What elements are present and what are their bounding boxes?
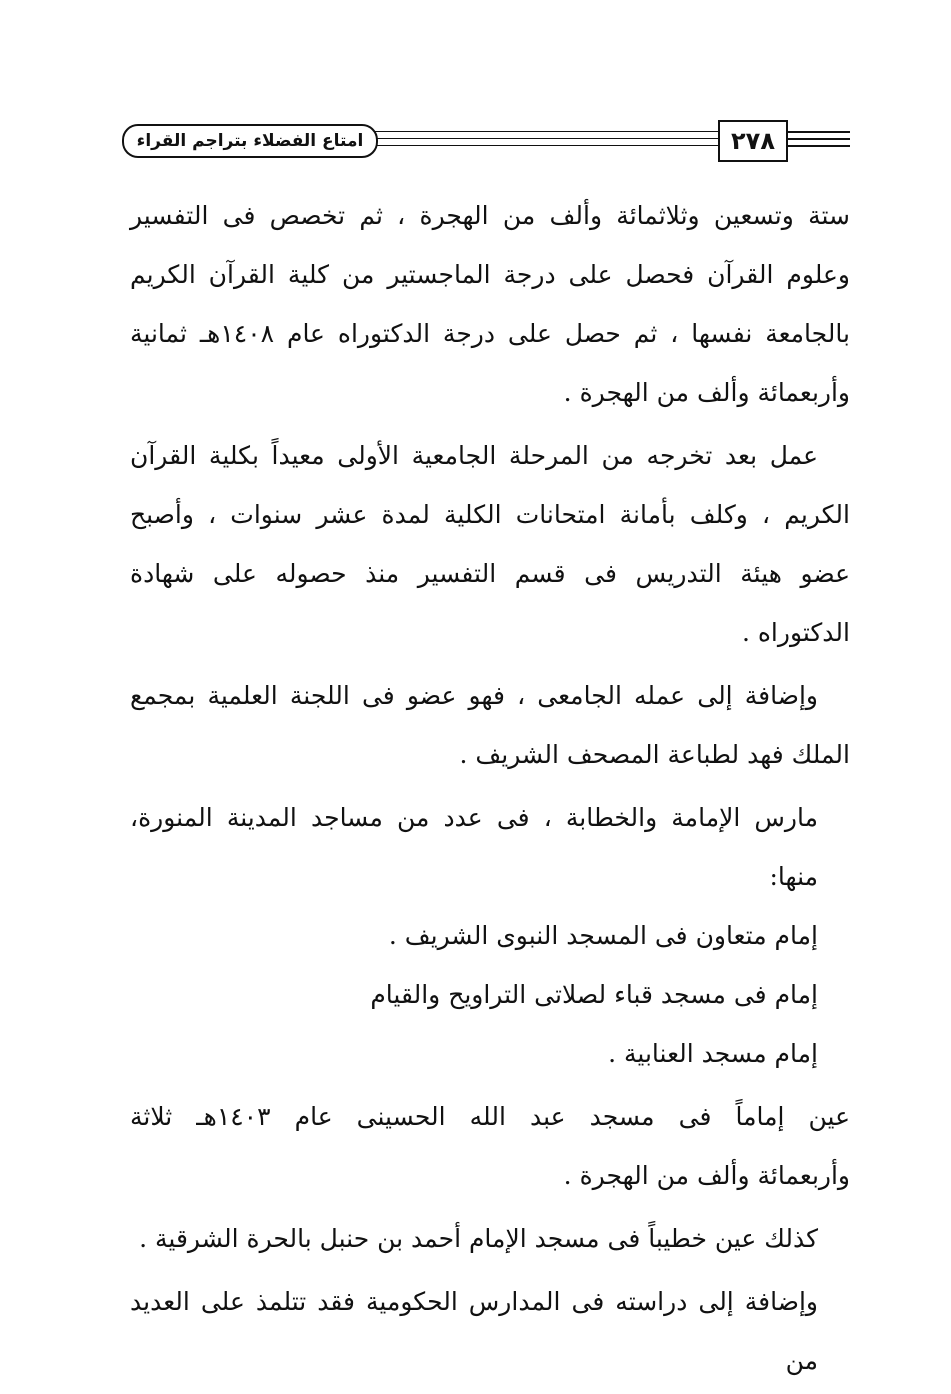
- page-body: [130, 186, 850, 1394]
- text-line: الدكتوراه .: [741, 618, 850, 647]
- header-rule: [367, 138, 740, 139]
- paragraph: [130, 426, 850, 662]
- paragraph: [130, 788, 850, 1083]
- header-rule: [367, 145, 740, 146]
- text-line: وأربعمائة وألف من الهجرة .: [563, 378, 850, 407]
- text-line: كذلك عين خطيباً فى مسجد الإمام أحمد بن حنبل بالحرة الشرقية .: [139, 1224, 818, 1253]
- text-line: بالجامعة نفسها ، ثم حصل على درجة الدكتوراه عام ١٤٠٨هـ ثمانية: [130, 319, 850, 348]
- text-line: عمل بعد تخرجه من المرحلة الجامعية الأولى معيداً بكلية القرآن: [130, 441, 818, 470]
- header-rule: [782, 138, 850, 140]
- text-line: الملك فهد لطباعة المصحف الشريف .: [459, 740, 850, 769]
- paragraph: [130, 666, 850, 784]
- text-line: إمام متعاون فى المسجد النبوى الشريف .: [388, 921, 818, 950]
- text-line: الكريم ، وكلف بأمانة امتحانات الكلية لمدة عشر سنوات ، وأصبح: [130, 500, 850, 529]
- page-number: ٢٧٨: [718, 120, 788, 162]
- text-line: وإضافة إلى دراسته فى المدارس الحكومية فقد تتلمذ على العديد من: [130, 1287, 818, 1375]
- text-line: وعلوم القرآن فحصل على درجة الماجستير من كلية القرآن الكريم: [130, 260, 850, 289]
- text-line: وأربعمائة وألف من الهجرة .: [563, 1161, 850, 1190]
- text-line: إمام مسجد العنابية .: [608, 1039, 818, 1068]
- paragraph: [130, 1272, 850, 1390]
- book-title: امتاع الفضلاء بتراجم القراء: [122, 124, 378, 158]
- text-line: عضو هيئة التدريس فى قسم التفسير منذ حصوله على شهادة: [130, 559, 850, 588]
- header-rule: [782, 145, 850, 147]
- running-header: [122, 112, 850, 164]
- header-rule: [782, 131, 850, 133]
- paragraph: [130, 186, 850, 422]
- header-rule: [367, 131, 740, 132]
- text-line: مارس الإمامة والخطابة ، فى عدد من مساجد المدينة المنورة، منها:: [130, 803, 818, 891]
- text-line: عين إماماً فى مسجد عبد الله الحسينى عام ١٤٠٣هـ ثلاثة: [130, 1102, 850, 1131]
- paragraph: [130, 1209, 850, 1268]
- text-line: ستة وتسعين وثلاثمائة وألف من الهجرة ، ثم تخصص فى التفسير: [130, 201, 850, 230]
- text-line: وإضافة إلى عمله الجامعى ، فهو عضو فى اللجنة العلمية بمجمع: [130, 681, 818, 710]
- paragraph: [130, 1087, 850, 1205]
- text-line: إمام فى مسجد قباء لصلاتى التراويح والقيام: [370, 980, 818, 1009]
